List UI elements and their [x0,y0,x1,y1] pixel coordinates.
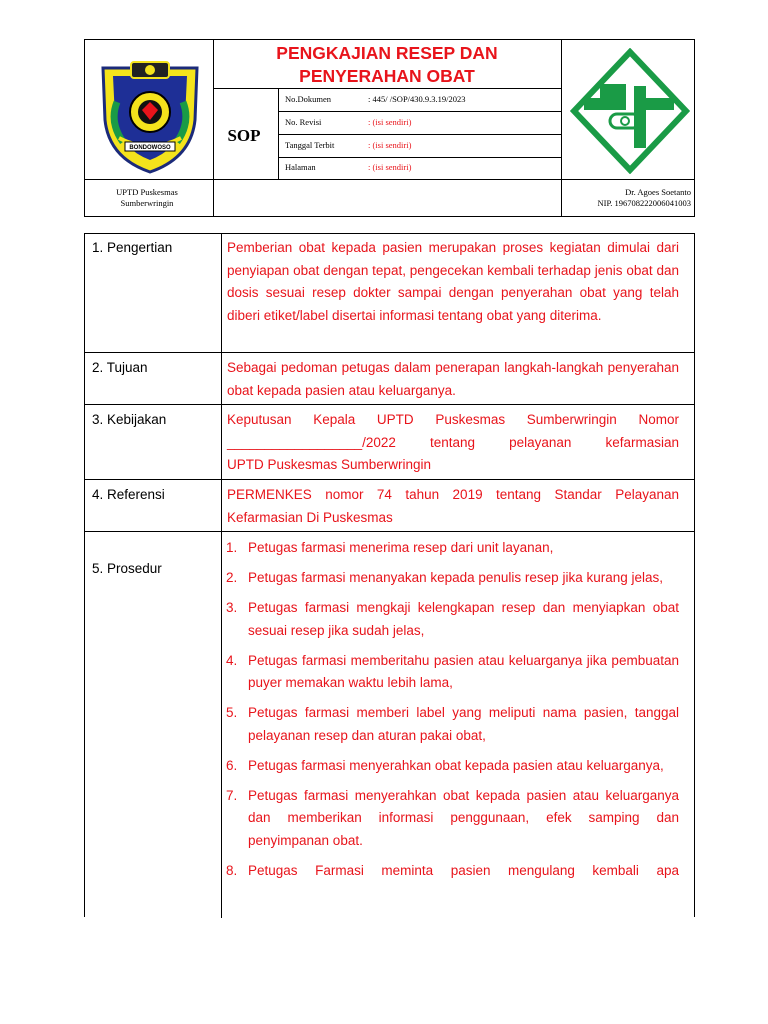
divider [85,179,695,180]
procedure-step [226,597,679,642]
sop-header [84,39,695,217]
divider [278,157,561,158]
crest-text: BONDOWOSO [129,145,171,151]
procedure-list [226,537,679,882]
step-number: 3. [226,600,238,615]
kebijakan-line-1: Keputusan Kepala UPTD Puskesmas Sumberwringin Nomor [227,412,679,427]
procedure-step [226,785,679,853]
divider [85,479,695,480]
revision-value: : (isi sendiri) [368,117,412,127]
signer-block [565,187,691,209]
section-label-pengertian: 1. Pengertian [92,240,173,255]
section-text-referensi: PERMENKES nomor 74 tahun 2019 tentang Standar Pelayanan Kefarmasian Di Puskesmas [227,487,679,525]
divider [278,134,561,135]
revision-label: No. Revisi [285,117,322,127]
section-label-referensi: 4. Referensi [92,487,165,502]
step-number: 2. [226,570,238,585]
issue-date-value: : (isi sendiri) [368,140,412,150]
unit-line-1: UPTD Puskesmas [116,187,178,197]
unit-name [87,187,207,209]
step-text: Petugas farmasi menanyakan kepada penulis resep jika kurang jelas, [248,570,663,585]
divider [561,40,562,217]
procedure-steps [226,537,679,890]
document-title [213,42,561,88]
signer-name: Dr. Agoes Soetanto [625,187,691,197]
section-label-prosedur: 5. Prosedur [92,561,162,576]
signer-nip: NIP. 196708222006041003 [597,198,691,208]
title-line-1: PENGKAJIAN RESEP DAN [276,43,498,63]
kebijakan-line-3: UPTD Puskesmas Sumberwringin [227,457,432,472]
issue-date-label: Tanggal Terbit [285,140,335,150]
procedure-step [226,650,679,695]
section-label-tujuan: 2. Tujuan [92,360,148,375]
divider [85,352,695,353]
puskesmas-logo [570,48,690,174]
section-label-kebijakan: 3. Kebijakan [92,412,167,427]
step-text: Petugas Farmasi meminta pasien mengulang kembali apa [248,862,679,878]
divider [85,531,695,532]
procedure-step [226,567,679,590]
procedure-step [226,702,679,747]
step-text: Petugas farmasi menerima resep dari unit layanan, [248,540,554,555]
procedure-step [226,755,679,778]
kebijakan-line-2: __________________/2022 tentang pelayanan kefarmasian [227,434,679,450]
regency-crest-logo [95,50,205,175]
divider [85,404,695,405]
section-text-kebijakan [227,409,679,477]
step-number: 8. [226,862,238,878]
step-number: 5. [226,705,238,720]
page-value: : (isi sendiri) [368,162,412,172]
step-text: Petugas farmasi mengkaji kelengkapan resep dan menyiapkan obat sesuai resep jika sudah jelas, [248,600,679,638]
divider [221,234,222,918]
section-text-tujuan: Sebagai pedoman petugas dalam penerapan langkah-langkah penyerahan obat kepada pasien atau keluarganya. [227,360,679,398]
step-text: Petugas farmasi menyerahkan obat kepada pasien atau keluarganya dan memberikan informasi penggunaan, efek samping dan penyimpanan obat. [248,787,679,848]
step-text: Petugas farmasi memberi label yang meliputi nama pasien, tanggal pelayanan resep dan aturan pakai obat, [248,705,679,743]
sop-label: SOP [227,126,261,145]
doc-number-value: : 445/ /SOP/430.9.3.19/2023 [368,94,466,104]
step-number: 6. [226,757,238,773]
section-text-pengertian: Pemberian obat kepada pasien merupakan proses kegiatan dimulai dari penyiapan obat dengan tepat, pengecekan kembali terhadap jenis obat dan dosis sesuai resep dokter sampai dengan penyerahan obat yang telah diberi etiket/label disertai informasi tentang obat yang diterima. [227,240,679,323]
step-number: 7. [226,787,238,803]
divider [278,111,561,112]
unit-line-2: Sumberwringin [120,198,174,208]
procedure-step [226,860,679,883]
doc-number-label: No.Dokumen [285,94,332,104]
page-label: Halaman [285,162,316,172]
step-number: 1. [226,540,238,555]
title-line-2: PENYERAHAN OBAT [299,66,475,86]
step-text: Petugas farmasi menyerahkan obat kepada pasien atau keluarganya, [248,757,664,773]
procedure-step [226,537,679,560]
step-number: 4. [226,652,238,668]
divider [213,88,561,89]
step-text: Petugas farmasi memberitahu pasien atau keluarganya jika pembuatan puyer memakan waktu lebih lama, [248,652,679,690]
sop-content-table [84,233,695,917]
